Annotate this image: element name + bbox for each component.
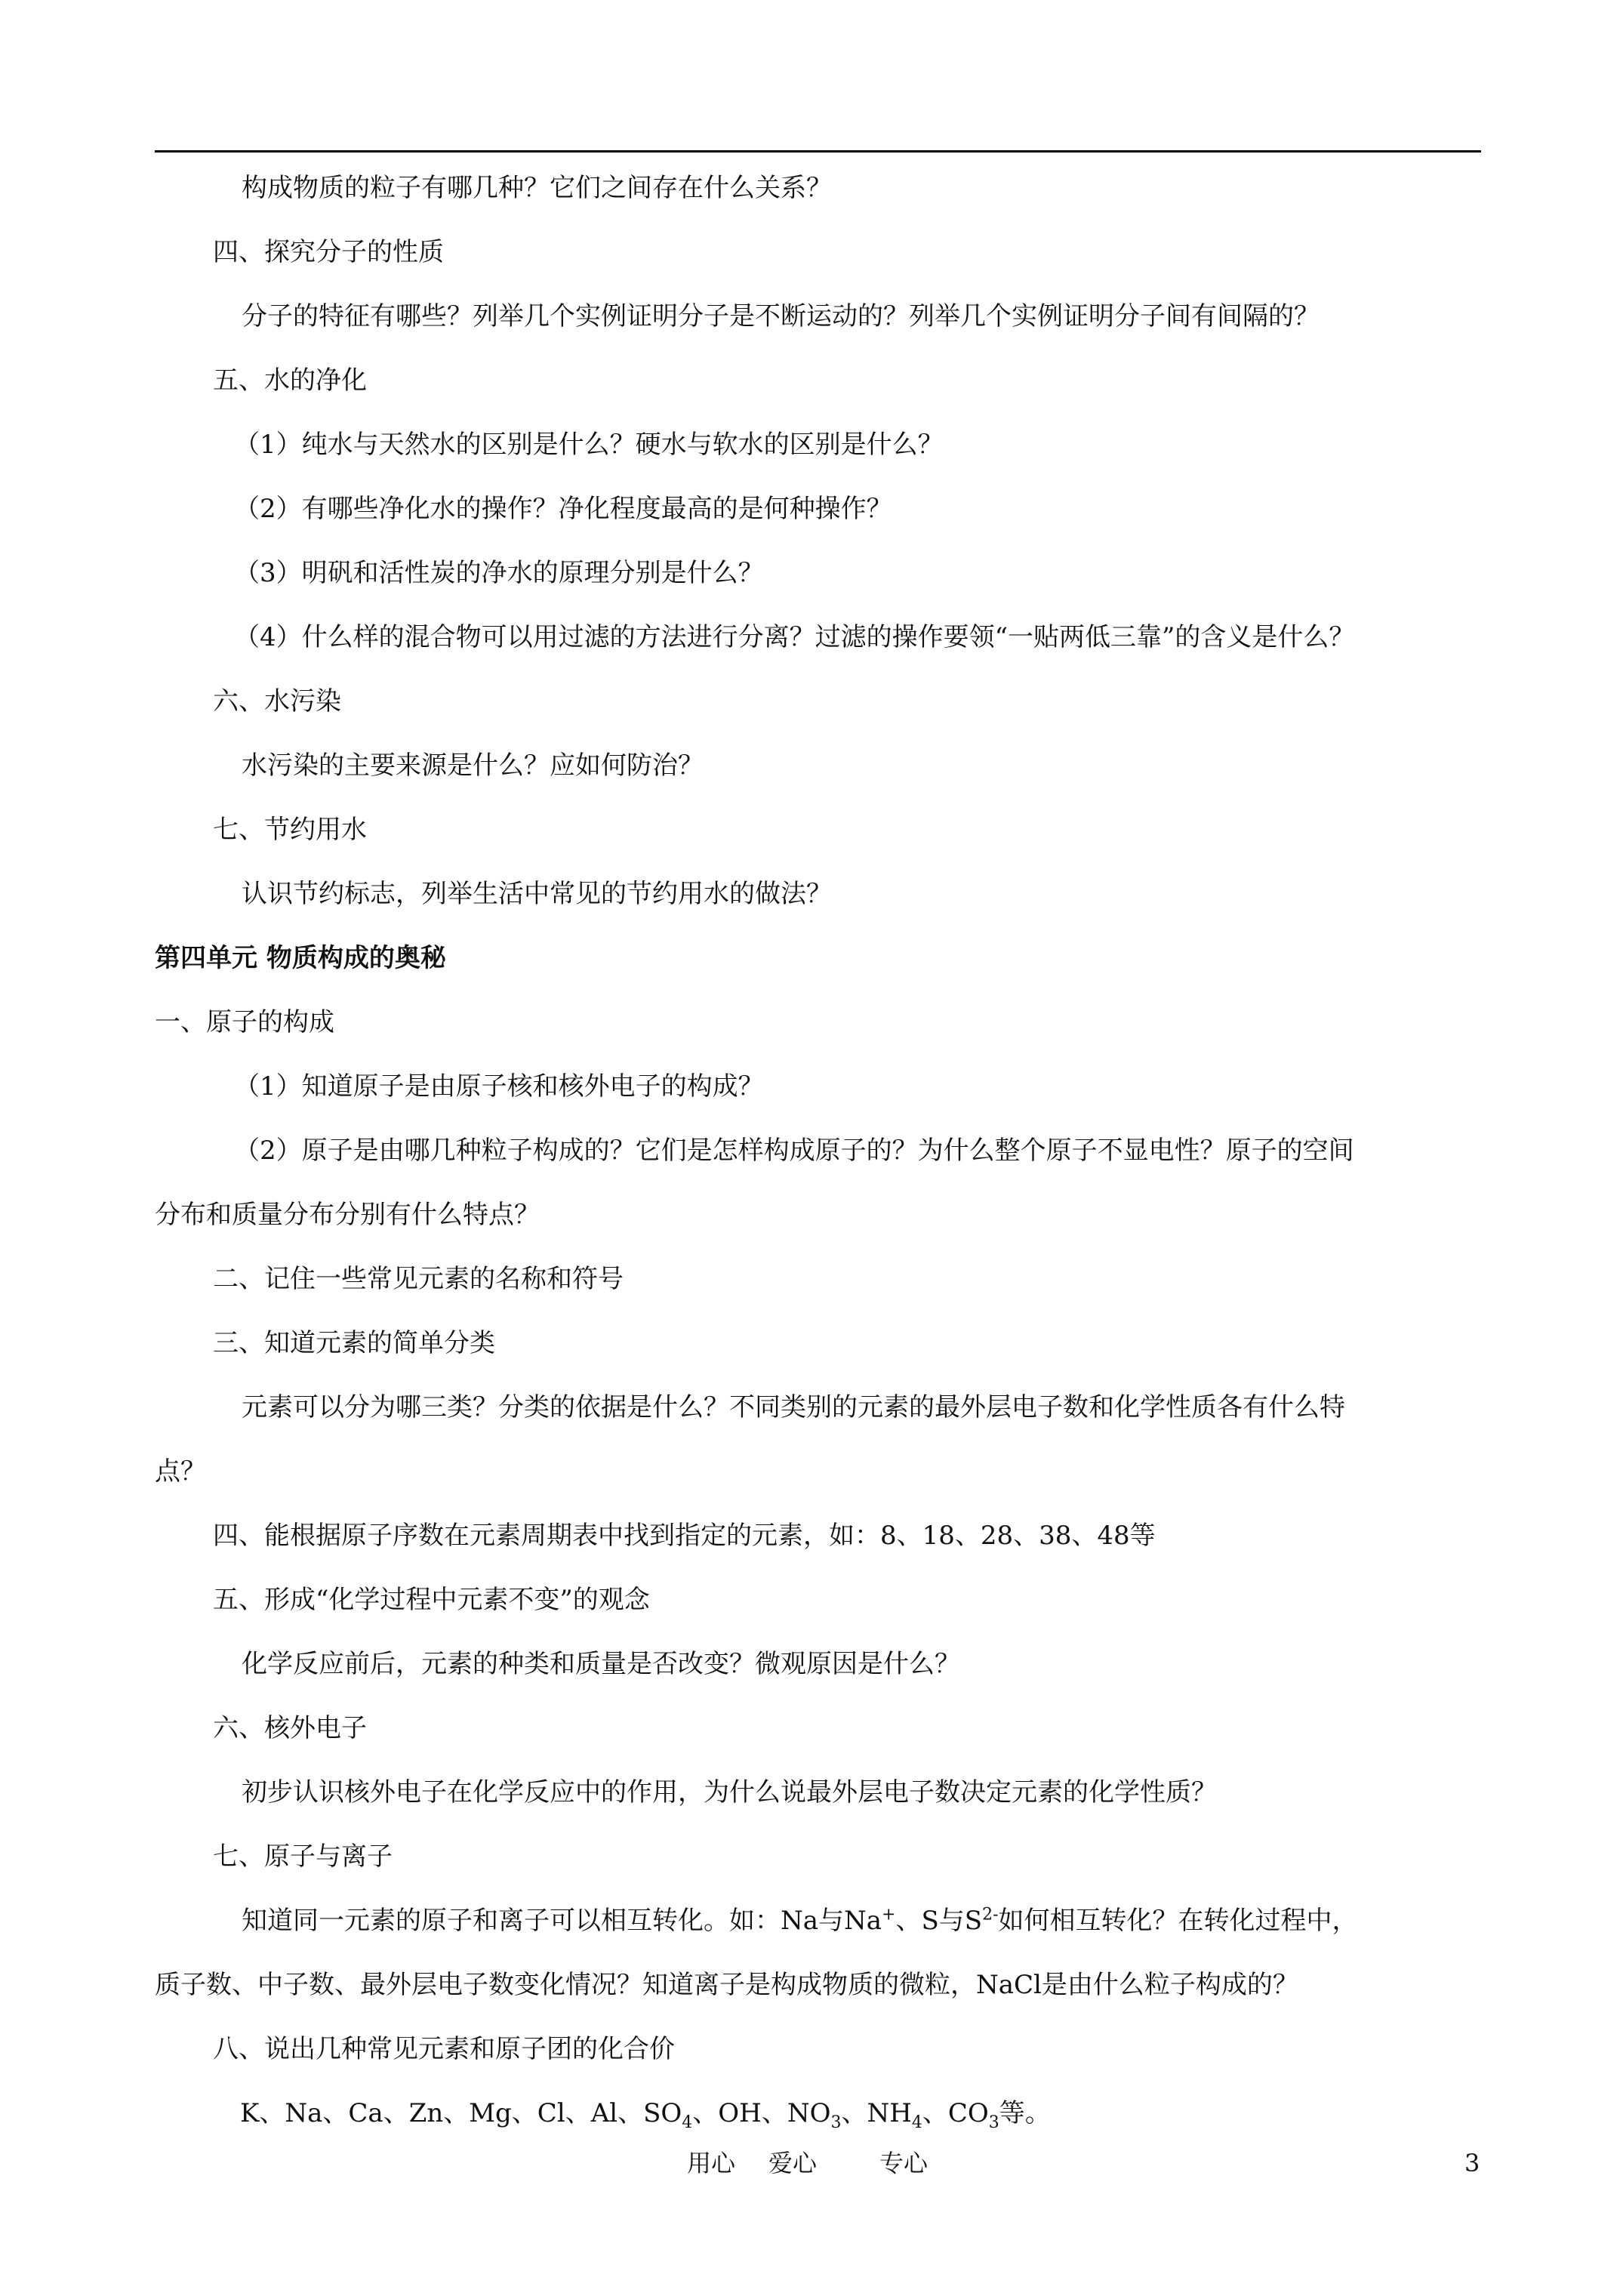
text-line: 质子数、中子数、最外层电子数变化情况？知道离子是构成物质的微粒，NaCl是由什么粒子构成的？ xyxy=(155,1970,1298,2000)
text-line: （2）有哪些净化水的操作？净化程度最高的是何种操作？ xyxy=(234,494,892,524)
section-heading: 八、说出几种常见元素和原子团的化合价 xyxy=(213,2034,675,2064)
header-rule xyxy=(155,150,1481,153)
section-heading: 四、能根据原子序数在元素周期表中找到指定的元素，如：8、18、28、38、48等 xyxy=(213,1521,1156,1551)
text-line: 构成物质的粒子有哪几种？它们之间存在什么关系？ xyxy=(242,173,832,203)
section-heading: 七、原子与离子 xyxy=(213,1841,393,1872)
formula-part: 、CO xyxy=(922,2098,989,2128)
text-line: （4）什么样的混合物可以用过滤的方法进行分离？过滤的操作要领“一贴两低三靠”的含义是什么？ xyxy=(234,622,1355,652)
section-heading: 四、探究分子的性质 xyxy=(213,237,444,267)
formula-subscript: 3 xyxy=(830,2113,842,2132)
formula-part: 、OH、NO xyxy=(692,2098,831,2128)
text-line: 分子的特征有哪些？列举几个实例证明分子是不断运动的？列举几个实例证明分子间有间隔的？ xyxy=(242,301,1320,331)
formula-subscript: 4 xyxy=(682,2113,693,2132)
section-heading: 五、形成“化学过程中元素不变”的观念 xyxy=(213,1585,650,1615)
section-heading: 六、核外电子 xyxy=(213,1713,367,1743)
text-line: 初步认识核外电子在化学反应中的作用，为什么说最外层电子数决定元素的化学性质？ xyxy=(242,1777,1217,1808)
section-heading: 七、节约用水 xyxy=(213,815,367,845)
text-line: （2）原子是由哪几种粒子构成的？它们是怎样构成原子的？为什么整个原子不显电性？原子的空间 xyxy=(234,1136,1354,1166)
unit-title: 第四单元 物质构成的奥秘 xyxy=(155,943,446,973)
page-number: 3 xyxy=(1464,2149,1480,2177)
formula-part: 等。 xyxy=(999,2098,1051,2128)
footer-word: 爱心 xyxy=(768,2149,818,2177)
ion-text-part: 知道同一元素的原子和离子可以相互转化。如：Na与Na xyxy=(242,1906,882,1936)
text-line: 点？ xyxy=(155,1456,206,1487)
ion-text-part: 、S与S xyxy=(895,1906,983,1936)
text-line: （1）纯水与天然水的区别是什么？硬水与软水的区别是什么？ xyxy=(234,430,944,460)
ion-charge-superscript: + xyxy=(882,1905,896,1925)
section-heading: 六、水污染 xyxy=(213,686,341,717)
valence-symbols-line xyxy=(240,2097,1051,2130)
section-heading: 二、记住一些常见元素的名称和符号 xyxy=(213,1264,624,1294)
text-line: 认识节约标志，列举生活中常见的节约用水的做法？ xyxy=(242,879,832,909)
formula-subscript: 4 xyxy=(911,2113,922,2132)
text-line: 分布和质量分布分别有什么特点？ xyxy=(155,1200,540,1230)
footer-word: 专心 xyxy=(879,2149,929,2177)
text-line: （3）明矾和活性炭的净水的原理分别是什么？ xyxy=(234,558,764,588)
ion-charge-superscript: 2- xyxy=(982,1905,999,1925)
section-heading: 一、原子的构成 xyxy=(155,1007,334,1037)
section-heading: 五、水的净化 xyxy=(213,365,367,396)
text-line: 元素可以分为哪三类？分类的依据是什么？不同类别的元素的最外层电子数和化学性质各有什么特 xyxy=(242,1392,1345,1422)
text-line: （1）知道原子是由原子核和核外电子的构成？ xyxy=(234,1071,764,1102)
formula-part: K、Na、Ca、Zn、Mg、Cl、Al、SO xyxy=(240,2098,682,2128)
ion-text-part: 如何相互转化？在转化过程中， xyxy=(998,1906,1358,1936)
formula-subscript: 3 xyxy=(988,2113,999,2132)
section-heading: 三、知道元素的简单分类 xyxy=(213,1328,495,1358)
text-line: 化学反应前后，元素的种类和质量是否改变？微观原因是什么？ xyxy=(242,1649,960,1679)
formula-part: 、NH xyxy=(841,2098,912,2128)
ion-conversion-line xyxy=(242,1904,1358,1937)
footer-word: 用心 xyxy=(687,2149,736,2177)
text-line: 水污染的主要来源是什么？应如何防治？ xyxy=(242,750,704,781)
